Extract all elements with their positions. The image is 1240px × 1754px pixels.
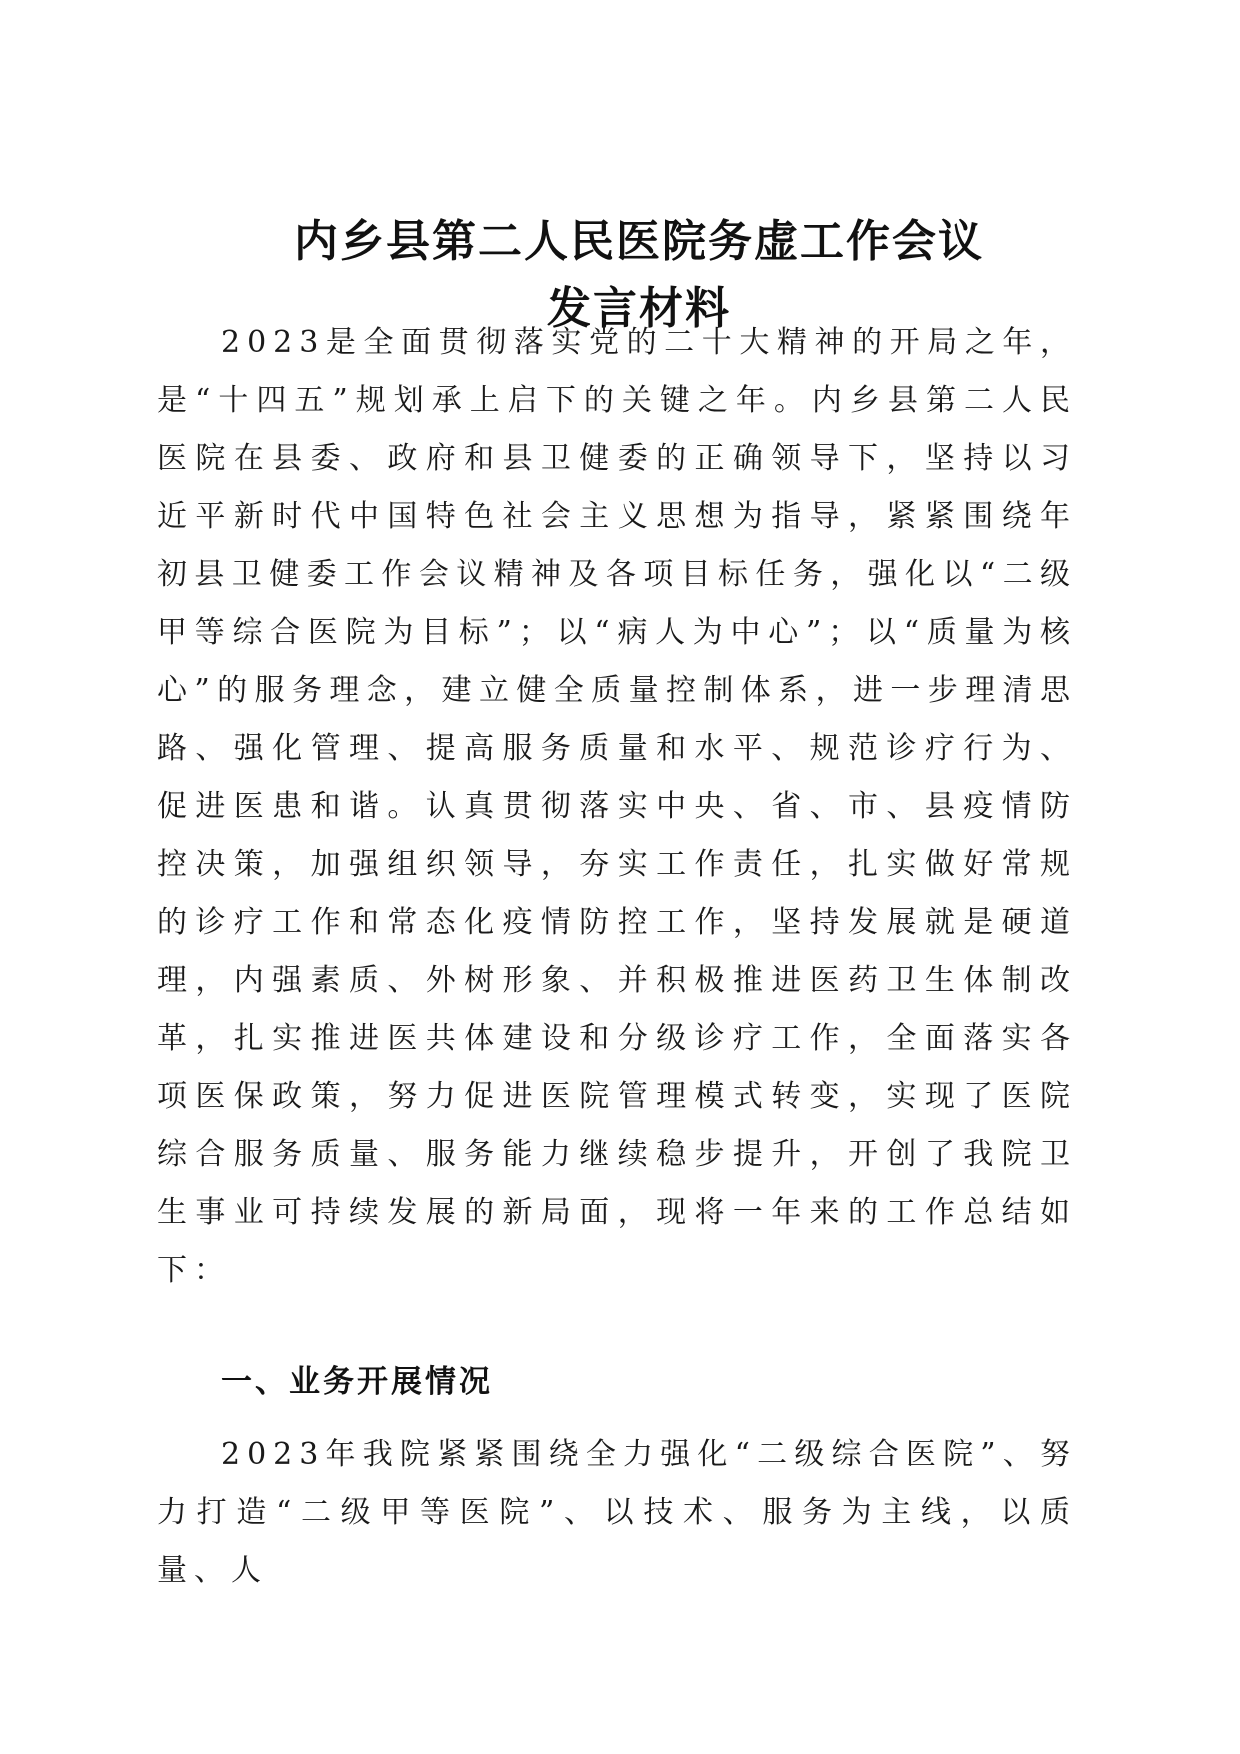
section-paragraph: 2023年我院紧紧围绕全力强化“二级综合医院”、努力打造“二级甲等医院”、以技术、服务为主线，以质量、人 xyxy=(157,1437,1077,1588)
intro-paragraph: 2023是全面贯彻落实党的二十大精神的开局之年，是“十四五”规划承上启下的关键之年。内乡县第二人民医院在县委、政府和县卫健委的正确领导下，坚持以习近平新时代中国特色社会主义思想为指导，紧紧围绕年初县卫健委工作会议精神及各项目标任务，强化以“二级甲等综合医院为目标”；以“病人为中心”；以“质量为核心”的服务理念，建立健全质量控制体系，进一步理清思路、强化管理、提高服务质量和水平、规范诊疗行为、促进医患和谐。认真贯彻落实中央、省、市、县疫情防控决策，加强组织领导，夯实工作责任，扎实做好常规的诊疗工作和常态化疫情防控工作，坚持发展就是硬道理，内强素质、外树形象、并积极推进医药卫生体制改革，扎实推进医共体建设和分级诊疗工作，全面落实各项医保政策，努力促进医院管理模式转变，实现了医院综合服务质量、服务能力继续稳步提升，开创了我院卫生事业可持续发展的新局面，现将一年来的工作总结如下： xyxy=(157,325,1077,1288)
document-title-line1: 内乡县第二人民医院务虚工作会议 xyxy=(294,216,984,268)
document-title-line2: 发言材料 xyxy=(547,283,731,335)
section-heading: 一、业务开展情况 xyxy=(221,1364,493,1400)
